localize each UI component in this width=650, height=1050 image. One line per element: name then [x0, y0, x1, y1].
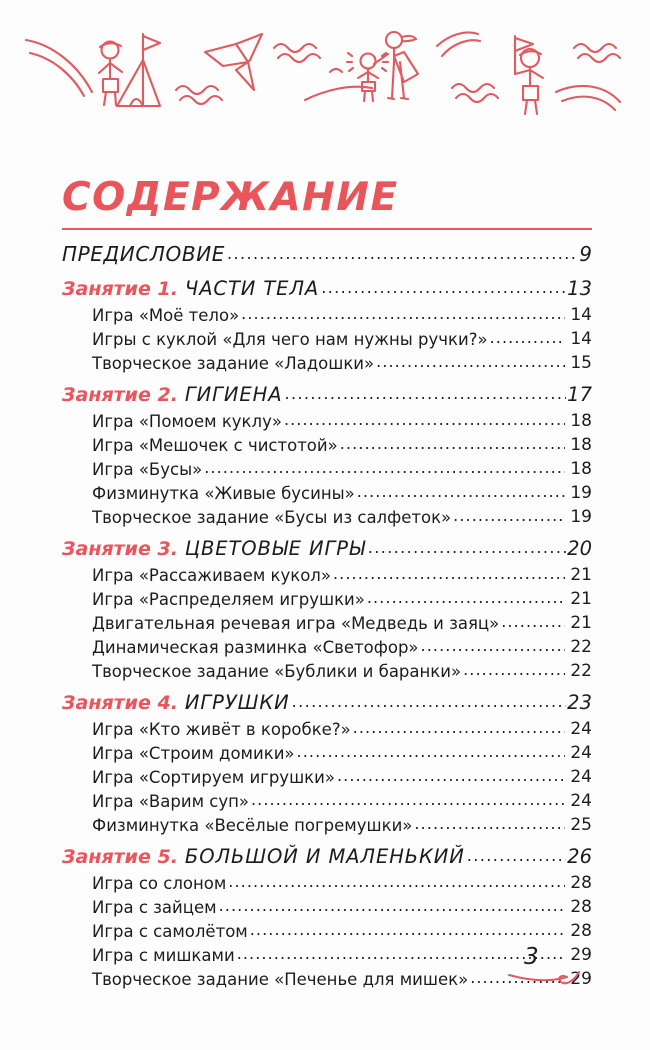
- toc-item-page: 24: [570, 743, 592, 763]
- dot-leader: [227, 246, 578, 262]
- toc-item[interactable]: [62, 563, 592, 587]
- toc-item-label: Творческое задание «Бублики и баранки»: [92, 662, 462, 681]
- toc-item[interactable]: [62, 409, 592, 433]
- toc-item-page: 21: [570, 613, 592, 633]
- dot-leader: [337, 767, 565, 783]
- title-divider: [62, 228, 592, 230]
- toc-item-label: Игра «Рассаживаем кукол»: [92, 566, 331, 585]
- dot-leader: [501, 613, 565, 629]
- wavy-line-icon: [452, 84, 498, 102]
- toc-item[interactable]: [62, 813, 592, 837]
- dot-leader: [297, 743, 566, 759]
- toc-item-page: 19: [570, 507, 592, 527]
- toc-item-page: 14: [570, 305, 592, 325]
- toc-chapter-page: 23: [567, 691, 592, 714]
- arc-swoosh-icon: [437, 33, 480, 57]
- toc-item-page: 15: [570, 353, 592, 373]
- toc-item[interactable]: [62, 635, 592, 659]
- dot-leader: [368, 540, 566, 556]
- toc-item-page: 24: [570, 719, 592, 739]
- toc-item-page: 21: [570, 589, 592, 609]
- wavy-line-icon: [330, 69, 342, 72]
- toc-item-page: 29: [570, 945, 592, 965]
- toc-item-label: Физминутка «Живые бусины»: [92, 484, 355, 503]
- toc-item-page: 18: [570, 435, 592, 455]
- toc-item[interactable]: [62, 871, 592, 895]
- toc-item-label: Игра «Помоем куклу»: [92, 412, 282, 431]
- toc-item[interactable]: [62, 919, 592, 943]
- toc-chapter-page: 17: [567, 383, 592, 406]
- toc-item-page: 28: [570, 921, 592, 941]
- toc-item-label: Динамическая разминка «Светофор»: [92, 638, 419, 657]
- toc-item[interactable]: [62, 765, 592, 789]
- dot-leader: [284, 411, 565, 427]
- toc-item-label: Игры с куклой «Для чего нам нужны ручки?»: [92, 330, 488, 349]
- toc-item-page: 24: [570, 791, 592, 811]
- toc-item-label: Игра «Кто живёт в коробке?»: [92, 720, 351, 739]
- toc-item-page: 22: [570, 661, 592, 681]
- toc-item[interactable]: [62, 481, 592, 505]
- toc-item[interactable]: [62, 303, 592, 327]
- arc-swoosh-icon: [26, 40, 92, 96]
- toc-item-page: 25: [570, 815, 592, 835]
- dot-leader: [333, 565, 565, 581]
- dot-leader: [490, 329, 566, 345]
- folio-flourish-icon: [505, 966, 585, 990]
- toc-chapter-lesson: Занятие 4.: [62, 692, 178, 714]
- toc-chapter-page: 26: [567, 845, 592, 868]
- toc-chapter-title: ГИГИЕНА: [184, 383, 283, 406]
- dot-leader: [367, 589, 565, 605]
- toc-item[interactable]: [62, 505, 592, 529]
- toc-item-label: Игра «Распределяем игрушки»: [92, 590, 365, 609]
- toc-chapter-5[interactable]: [62, 837, 592, 871]
- toc-item[interactable]: [62, 611, 592, 635]
- toc-item-label: Игра с самолётом: [92, 922, 248, 941]
- toc-item[interactable]: [62, 351, 592, 375]
- toc-item-page: 18: [570, 411, 592, 431]
- dot-leader: [463, 661, 565, 677]
- toc-item-label: Игра со слоном: [92, 874, 227, 893]
- toc-item-label: Игра «Варим суп»: [92, 792, 249, 811]
- dot-leader: [421, 637, 566, 653]
- toc-chapter-lesson: Занятие 2.: [62, 384, 178, 406]
- dot-leader: [237, 945, 566, 961]
- page-title: СОДЕРЖАНИЕ: [62, 175, 399, 220]
- toc-chapter-lesson: Занятие 3.: [62, 538, 178, 560]
- toc-item[interactable]: [62, 433, 592, 457]
- toc-item-label: Творческое задание «Бусы из салфеток»: [92, 508, 452, 527]
- dot-leader: [357, 483, 566, 499]
- toc-item-page: 19: [570, 483, 592, 503]
- toc-chapter-page: 13: [567, 277, 592, 300]
- toc-entry-label: ПРЕДИСЛОВИЕ: [62, 242, 225, 266]
- dot-leader: [467, 848, 566, 864]
- toc-item-page: 29: [570, 969, 592, 989]
- toc-chapter-lesson: Занятие 5.: [62, 846, 178, 868]
- toc-item[interactable]: [62, 717, 592, 741]
- toc-item-label: Игра «Мешочек с чистотой»: [92, 436, 338, 455]
- toc-entry-page: 9: [579, 242, 592, 266]
- dot-leader: [340, 435, 566, 451]
- toc-chapter-lesson: Занятие 1.: [62, 278, 178, 300]
- toc-chapter-4[interactable]: [62, 683, 592, 717]
- dot-leader: [353, 719, 566, 735]
- toc-item[interactable]: [62, 457, 592, 481]
- wavy-line-icon: [274, 44, 320, 62]
- toc-item-label: Игра «Моё тело»: [92, 306, 240, 325]
- wavy-line-icon: [574, 44, 620, 62]
- toc-item-page: 28: [570, 873, 592, 893]
- wavy-line-icon: [176, 86, 222, 104]
- toc-item-page: 18: [570, 459, 592, 479]
- page-number: 3: [524, 944, 539, 970]
- dot-leader: [241, 305, 565, 321]
- toc-chapter-title: БОЛЬШОЙ И МАЛЕНЬКИЙ: [184, 845, 465, 868]
- toc-item-label: Творческое задание «Ладошки»: [92, 354, 375, 373]
- dot-leader: [204, 459, 565, 475]
- toc-item-page: 24: [570, 767, 592, 787]
- toc-chapter-page: 20: [567, 537, 592, 560]
- dot-leader: [453, 507, 565, 523]
- toc-item[interactable]: [62, 659, 592, 683]
- toc-item-label: Двигательная речевая игра «Медведь и заяц»: [92, 614, 500, 633]
- child-with-flag-icon: [515, 36, 543, 114]
- toc-item[interactable]: [62, 895, 592, 919]
- toc-item-label: Игра «Строим домики»: [92, 744, 295, 763]
- arc-swoosh-icon: [556, 86, 620, 110]
- origami-bird-icon: [205, 34, 262, 90]
- toc-item-page: 21: [570, 565, 592, 585]
- dot-leader: [414, 815, 565, 831]
- toc-item-page: 28: [570, 897, 592, 917]
- toc-item[interactable]: [62, 741, 592, 765]
- dot-leader: [376, 353, 565, 369]
- toc-item[interactable]: [62, 587, 592, 611]
- toc-item[interactable]: [62, 327, 592, 351]
- toc-chapter-title: ЧАСТИ ТЕЛА: [184, 277, 320, 300]
- toc-item-page: 22: [570, 637, 592, 657]
- header-illustration: [0, 0, 650, 150]
- dot-leader: [251, 791, 565, 807]
- toc-item-label: Игра «Бусы»: [92, 460, 203, 479]
- toc-item-label: Игра «Сортируем игрушки»: [92, 768, 335, 787]
- dot-leader: [228, 873, 565, 889]
- toc-entry-preface[interactable]: [62, 238, 592, 269]
- toc-chapter-title: ЦВЕТОВЫЕ ИГРЫ: [184, 537, 366, 560]
- adult-with-child-icon: [347, 32, 418, 101]
- dot-leader: [250, 921, 566, 937]
- toc-item-label: Игра с зайцем: [92, 898, 217, 917]
- toc-item-label: Физминутка «Весёлые погремушки»: [92, 816, 413, 835]
- toc-item[interactable]: [62, 943, 592, 967]
- toc-item-label: Игра с мишками: [92, 946, 235, 965]
- toc-item-page: 14: [570, 329, 592, 349]
- toc-item[interactable]: [62, 789, 592, 813]
- toc-chapter-2[interactable]: [62, 375, 592, 409]
- dot-leader: [219, 897, 566, 913]
- toc-chapter-1[interactable]: [62, 269, 592, 303]
- dot-leader: [284, 386, 566, 402]
- toc-chapter-3[interactable]: [62, 529, 592, 563]
- toc-chapter-title: ИГРУШКИ: [184, 691, 290, 714]
- toc-list: [62, 238, 592, 991]
- child-with-tent-icon: [99, 34, 160, 106]
- dot-leader: [321, 280, 566, 296]
- dot-leader: [292, 694, 567, 710]
- toc-item-label: Творческое задание «Печенье для мишек»: [92, 970, 469, 989]
